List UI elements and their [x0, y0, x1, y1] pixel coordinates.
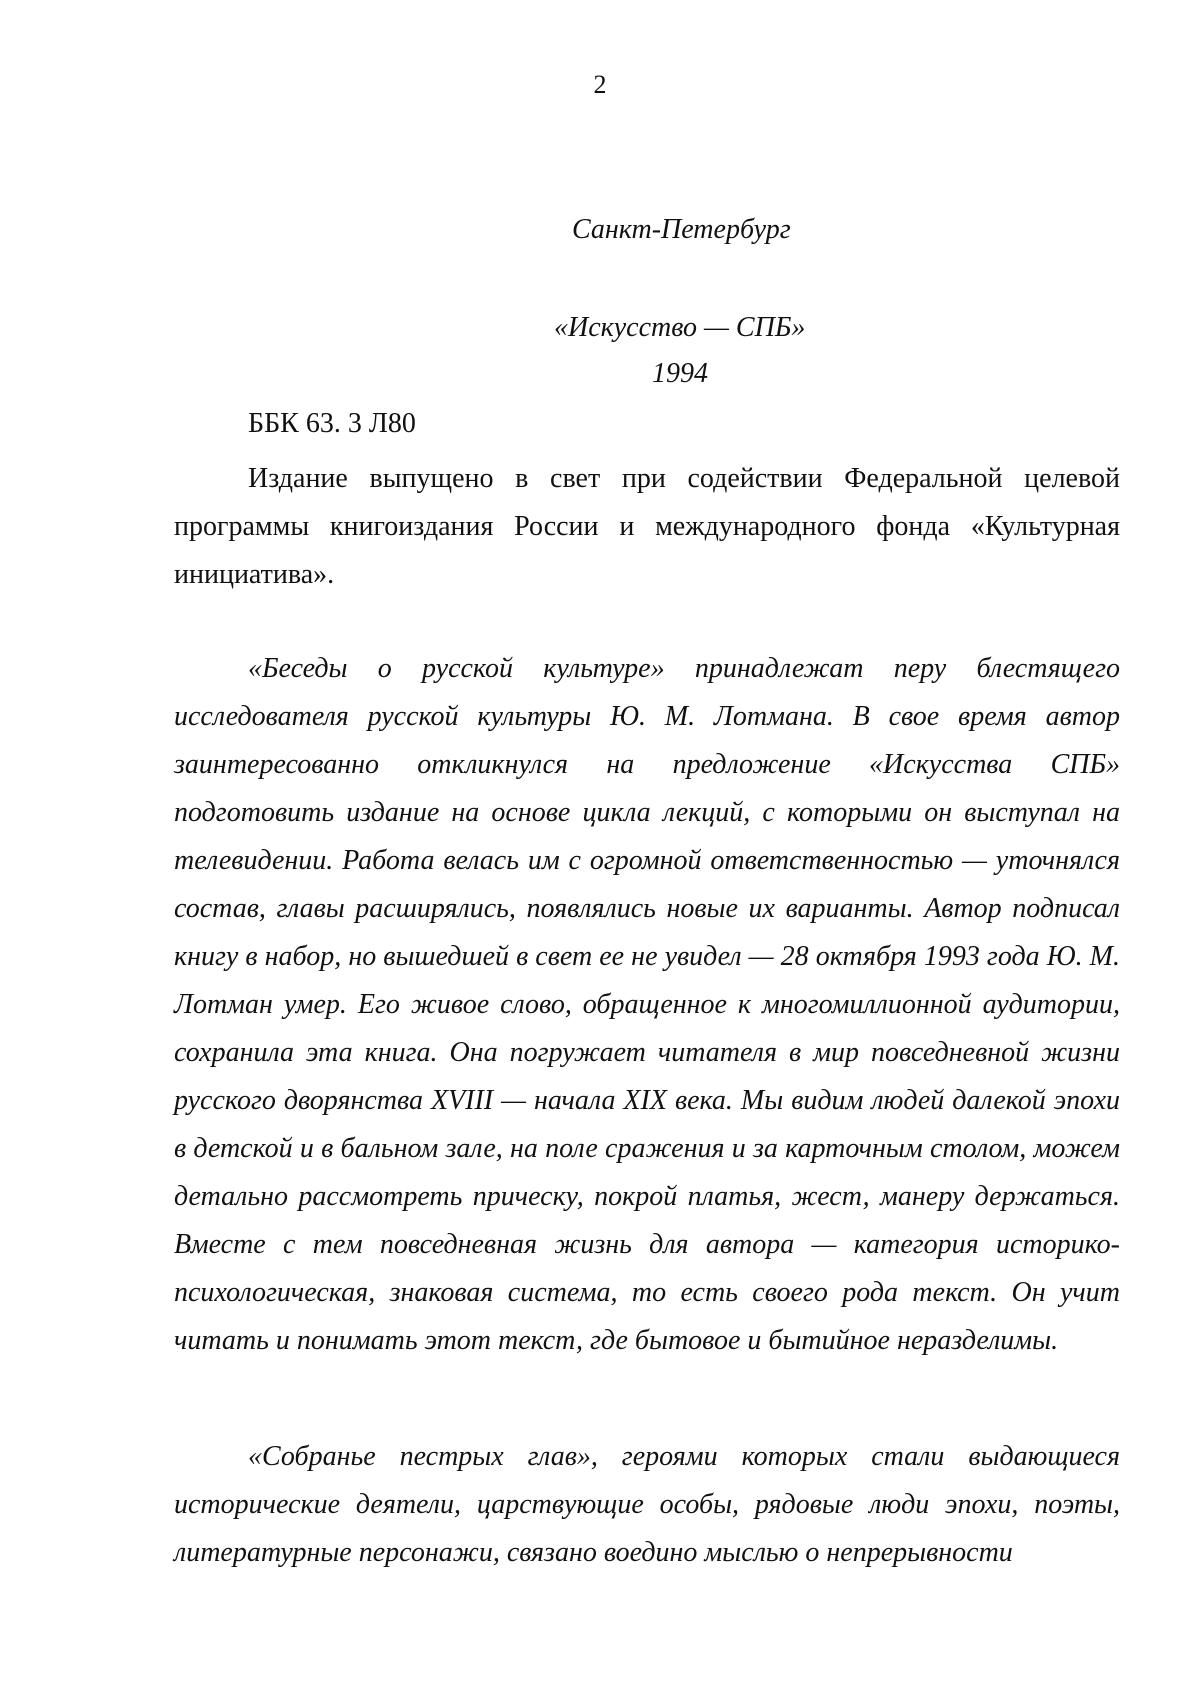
annotation-paragraph: «Беседы о русской культуре» принадлежат перу блестящего исследователя русской культуры Ю. М. Лотмана. В свое время автор заинтересованно откликнулся на предложение «Искусства СПБ» подготовить издание на основе цикла лекций, с которыми он выступал на телевидении. Работа велась им с огромной ответственностью — уточнялся состав, главы расширялись, появлялись новые их варианты. Автор подписал книгу в набор, но вышедшей в свет ее не увидел — 28 октября 1993 года Ю. М. Лотман умер. Его живое слово, обращенное к многомиллионной аудитории, сохранила эта книга. Она погружает читателя в мир повседневной жизни русского дворянства XVIII — начала XIX века. Мы видим людей далекой эпохи в детской и в бальном зале, на поле сражения и за карточным столом, можем детально рассмотреть прическу, покрой платья, жест, манеру держаться. Вместе с тем повседневная жизнь для автора — категория историко-психологическая, знаковая система, то есть своего рода текст. Он учит читать и понимать этот текст, где бытовое и бытийное неразделимы.: [174, 645, 1120, 1365]
publication-city: Санкт-Петербург: [572, 214, 791, 246]
support-note-paragraph: Издание выпущено в свет при содействии Федеральной целевой программы книгоиздания России и международного фонда «Культурная инициатива».: [174, 455, 1120, 599]
continuation-paragraph: «Собранье пестрых глав», героями которых стали выдающиеся исторические деятели, царствующие особы, рядовые люди эпохи, поэты, литературные персонажи, связано воедино мыслью о непрерывности: [174, 1433, 1120, 1577]
publication-year: 1994: [652, 358, 708, 390]
page-number: 2: [0, 70, 1200, 100]
bbk-classification: ББК 63. 3 Л80: [248, 408, 416, 440]
publisher-name: «Искусство — СПБ»: [554, 312, 805, 344]
